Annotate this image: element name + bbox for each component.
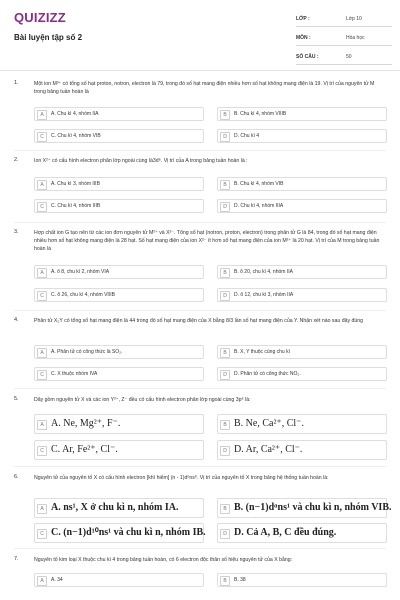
question-divider bbox=[14, 548, 386, 549]
question-divider bbox=[14, 222, 386, 223]
option-letter: B bbox=[220, 348, 230, 358]
question-divider bbox=[14, 150, 386, 151]
option-letter: C bbox=[37, 132, 47, 142]
option-b[interactable] bbox=[217, 573, 387, 587]
option-a[interactable] bbox=[34, 414, 204, 434]
option-label: D. Ar, Ca²⁺, Cl⁻. bbox=[234, 444, 303, 455]
option-label: A. Chu kì 3, nhóm IIIB bbox=[51, 181, 100, 187]
option-letter: C bbox=[37, 529, 47, 539]
question-text: Một ion M³⁺ có tổng số hạt proton, notron, electron là 79, trong đó số hạt mang điện nhiều hơn số hạt không mang điện là 19. Vị trí của nguyên tử M trong bảng tuần hoàn là bbox=[34, 81, 375, 95]
option-c[interactable] bbox=[34, 440, 204, 460]
option-d[interactable] bbox=[217, 440, 387, 460]
option-letter: B bbox=[220, 420, 230, 430]
info-value: Lớp 10 bbox=[346, 16, 362, 22]
option-label: B. Chu kì 4, nhóm VIIIB bbox=[234, 111, 287, 117]
header-divider bbox=[0, 70, 400, 71]
option-letter: A bbox=[37, 420, 47, 430]
option-letter: B bbox=[220, 268, 230, 278]
question-text: Ion X²⁺ có cấu hình electron phân lớp ngoài cùng là3d⁶. Vị trí của A trong bảng tuần hoàn là : bbox=[34, 158, 248, 164]
question-number: 3. bbox=[14, 229, 19, 235]
option-letter: A bbox=[37, 110, 47, 120]
option-label: B. X, Y thuộc cùng chu kì bbox=[234, 349, 290, 355]
option-label: C. Ar, Fe²⁺, Cl⁻. bbox=[51, 444, 118, 455]
option-b[interactable] bbox=[217, 107, 387, 121]
option-label: C. ô 26, chu kì 4, nhóm VIIIB bbox=[51, 292, 115, 298]
option-b[interactable] bbox=[217, 265, 387, 279]
option-a[interactable] bbox=[34, 265, 204, 279]
option-a[interactable] bbox=[34, 345, 204, 359]
info-row-count bbox=[296, 50, 392, 65]
question-divider bbox=[14, 310, 386, 311]
option-a[interactable] bbox=[34, 107, 204, 121]
option-label: B. (n−1)dᵅns¹ và chu kì n, nhóm VIB. bbox=[234, 502, 392, 513]
question-number: 6. bbox=[14, 474, 19, 480]
option-label: D. Cả A, B, C đều đúng. bbox=[234, 527, 337, 538]
question-text: Hợp chất ion G tạo nên từ các ion đơn nguyên tử M²⁺ và X²⁻. Tổng số hạt (notron, proton, electron) trong phân tử G là 84, trong đó số hạt mang điện nhiều hơn số hạt không mang điện là 28 hạt. Số hạt mang điện của ion X²⁻ ít hơn số hạt mang điện của ion M²⁺ là 20 hạt. Vị trí của M trong bảng tuần hoàn là bbox=[34, 230, 380, 252]
option-letter: A bbox=[37, 348, 47, 358]
question-number: 4. bbox=[14, 317, 19, 323]
option-label: D. ô 12, chu kì 3, nhóm IIA bbox=[234, 292, 294, 298]
question-text: Nguyên tử của nguyên tố X có cấu hình electron [khí hiếm] (n - 1)dᵅnsᵇ. Vị trí của nguyên tố X trong bảng hệ thống tuần hoàn là: bbox=[34, 475, 329, 481]
info-value: Hóa học bbox=[346, 35, 365, 41]
option-d[interactable] bbox=[217, 129, 387, 143]
option-letter: D bbox=[220, 446, 230, 456]
option-label: A. Ne, Mg²⁺, F⁻. bbox=[51, 418, 121, 429]
question-number: 2. bbox=[14, 157, 19, 163]
info-value: 50 bbox=[346, 54, 352, 60]
question-number: 7. bbox=[14, 556, 19, 562]
option-label: A. Chu kì 4, nhóm IIA bbox=[51, 111, 99, 117]
option-label: A. ns¹, X ở chu kì n, nhóm IA. bbox=[51, 502, 179, 513]
option-label: B. 38 bbox=[234, 577, 246, 583]
question-text: Dãy gồm nguyên tử X và các ion Y²⁺, Z⁻ đều có cấu hình electron phân lớp ngoài cùng 3p⁶ là: bbox=[34, 397, 251, 403]
option-label: D. Chu kì 4, nhóm IIIA bbox=[234, 203, 284, 209]
question-number: 5. bbox=[14, 396, 19, 402]
option-c[interactable] bbox=[34, 199, 204, 213]
question-number: 1. bbox=[14, 80, 19, 86]
question-text: Nguyên tố kim loại X thuộc chu kì 4 trong bảng tuần hoàn, có 6 electron độc thân số hiệu nguyên tử của X bằng: bbox=[34, 557, 293, 563]
option-label: B. Chu kì 4, nhóm VIB bbox=[234, 181, 284, 187]
option-label: C. (n−1)d¹⁰ns¹ và chu kì n, nhóm IB. bbox=[51, 527, 206, 538]
option-a[interactable] bbox=[34, 573, 204, 587]
option-letter: A bbox=[37, 504, 47, 514]
option-d[interactable] bbox=[217, 199, 387, 213]
info-key: LỚP : bbox=[296, 16, 310, 22]
option-a[interactable] bbox=[34, 177, 204, 191]
info-row-class bbox=[296, 12, 392, 27]
option-b[interactable] bbox=[217, 498, 392, 518]
option-letter: C bbox=[37, 370, 47, 380]
option-label: B. ô 20, chu kì 4, nhóm IIA bbox=[234, 269, 293, 275]
option-letter: C bbox=[37, 202, 47, 212]
option-letter: A bbox=[37, 576, 47, 586]
option-c[interactable] bbox=[34, 523, 204, 543]
option-letter: C bbox=[37, 291, 47, 301]
option-c[interactable] bbox=[34, 367, 204, 381]
option-label: C. Chu kì 4, nhóm VIB bbox=[51, 133, 101, 139]
worksheet-header bbox=[0, 0, 400, 64]
option-c[interactable] bbox=[34, 288, 204, 302]
option-letter: D bbox=[220, 132, 230, 142]
info-key: MÔN : bbox=[296, 35, 311, 41]
option-c[interactable] bbox=[34, 129, 204, 143]
option-b[interactable] bbox=[217, 414, 387, 434]
option-letter: B bbox=[220, 180, 230, 190]
option-d[interactable] bbox=[217, 288, 387, 302]
option-letter: B bbox=[220, 504, 230, 514]
option-label: A. ô 8, chu kì 2, nhóm VIA bbox=[51, 269, 110, 275]
option-b[interactable] bbox=[217, 177, 387, 191]
question-divider bbox=[14, 388, 386, 389]
question-text: Phân tử X₂Y có tổng số hạt mang điện là 44 trong đó số hạt mang điện của X bằng 8/3 lần số hạt mang điện của Y. Nhận xét nào sau đây đúng bbox=[34, 318, 364, 324]
option-letter: D bbox=[220, 370, 230, 380]
option-d[interactable] bbox=[217, 523, 387, 543]
option-d[interactable] bbox=[217, 367, 387, 381]
info-key: SỐ CÂU : bbox=[296, 54, 319, 60]
worksheet-title: Bài luyện tập số 2 bbox=[14, 33, 83, 42]
option-label: D. Phân tử có công thức NO₂. bbox=[234, 371, 301, 377]
option-label: B. Ne, Ca²⁺, Cl⁻. bbox=[234, 418, 304, 429]
option-letter: A bbox=[37, 180, 47, 190]
option-letter: B bbox=[220, 576, 230, 586]
option-letter: C bbox=[37, 446, 47, 456]
option-label: C. X thuộc nhóm IVA bbox=[51, 371, 98, 377]
option-letter: A bbox=[37, 268, 47, 278]
info-row-subject bbox=[296, 31, 392, 46]
option-label: A. Phân tử có công thức là SO₂. bbox=[51, 349, 123, 355]
option-letter: B bbox=[220, 110, 230, 120]
option-label: C. Chu kì 4, nhóm IIIB bbox=[51, 203, 101, 209]
option-letter: D bbox=[220, 291, 230, 301]
option-a[interactable] bbox=[34, 498, 204, 518]
option-letter: D bbox=[220, 529, 230, 539]
question-divider bbox=[14, 466, 386, 467]
option-label: A. 34 bbox=[51, 577, 63, 583]
option-letter: D bbox=[220, 202, 230, 212]
option-label: D. Chu kì 4 bbox=[234, 133, 260, 139]
option-b[interactable] bbox=[217, 345, 387, 359]
quizizz-logo: QUIZIZZ bbox=[14, 10, 66, 25]
info-panel bbox=[296, 12, 392, 69]
